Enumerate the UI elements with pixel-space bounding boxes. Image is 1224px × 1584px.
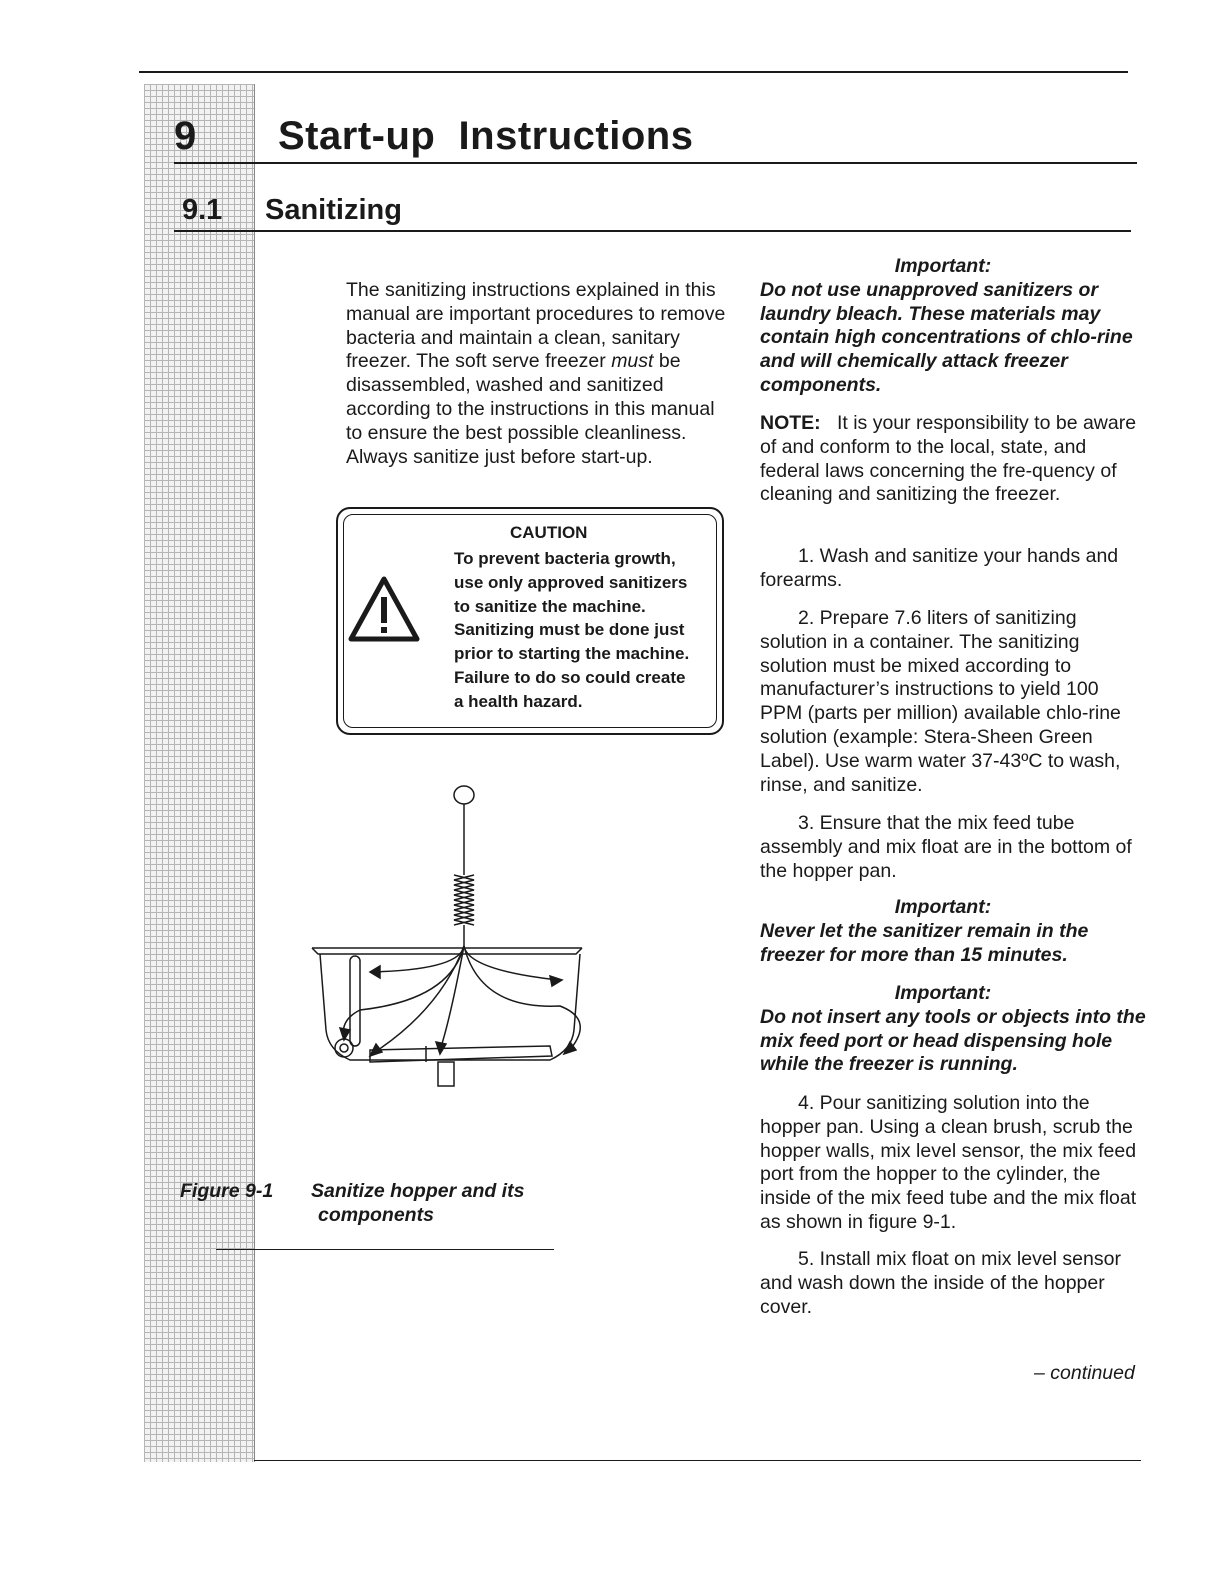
caution-line: use only approved sanitizers	[454, 572, 688, 592]
figure-caption-line: Sanitize hopper and its	[311, 1180, 525, 1202]
note-paragraph	[760, 412, 1144, 507]
important-block-1	[760, 255, 1150, 398]
caution-line: Sanitizing must be done just	[454, 620, 685, 640]
caution-text	[454, 547, 718, 714]
figure-label: Figure 9-1	[180, 1180, 274, 1202]
important-text: Do not insert any tools or objects into the mix feed port or head dispensing hole while the freezer is running.	[760, 1005, 1146, 1076]
caution-line: To prevent bacteria growth,	[454, 549, 676, 568]
section-title: Sanitizing	[265, 194, 402, 226]
figure-caption	[311, 1180, 524, 1228]
step-3: 3. Ensure that the mix feed tube assembly and mix float are in the bottom of the hopper pan.	[760, 812, 1132, 882]
caution-line: to sanitize the machine.	[454, 596, 646, 616]
intro-emphasis: must	[611, 350, 654, 373]
step-5: 5. Install mix float on mix level sensor and wash down the inside of the hopper cover.	[760, 1248, 1121, 1318]
chapter-underline	[174, 162, 1137, 164]
top-rule	[139, 71, 1128, 73]
important-heading: Important:	[894, 255, 992, 277]
intro-paragraph	[346, 279, 732, 469]
note-label: NOTE:	[760, 412, 821, 434]
section-number: 9.1	[182, 194, 223, 226]
important-text: Never let the sanitizer remain in the freezer for more than 15 minutes.	[760, 919, 1089, 966]
step-4: 4. Pour sanitizing solution into the hopper pan. Using a clean brush, scrub the hopper walls, mix level sensor, the mix feed port from the hopper to the cylinder, the inside of the mix feed tube and the mix float as shown in figure 9-1.	[760, 1092, 1137, 1233]
step-1: 1. Wash and sanitize your hands and forearms.	[760, 545, 1119, 591]
caution-box	[336, 507, 724, 735]
hopper-brush-illustration	[300, 780, 600, 1105]
important-block-2	[760, 896, 1150, 967]
chapter-number: 9	[174, 114, 197, 158]
chapter-title: Start-up Instructions	[278, 114, 694, 158]
important-text: Do not use unapproved sanitizers or laundry bleach. These materials may contain high concentrations of chlo-rine and will chemically attack freezer components.	[760, 278, 1133, 396]
warning-triangle-icon	[347, 575, 421, 648]
important-block-3	[760, 982, 1150, 1077]
continued-label: – continued	[1034, 1362, 1135, 1384]
section-underline	[174, 230, 1131, 232]
note-text: It is your responsibility to be aware of and conform to the local, state, and federal laws concerning the fre-quency of cleaning and sanitizing the freezer.	[760, 412, 1137, 506]
bottom-rule	[254, 1460, 1141, 1461]
caution-line: prior to starting the machine.	[454, 644, 690, 664]
important-heading: Important:	[894, 982, 992, 1004]
caution-title: CAUTION	[510, 523, 588, 542]
step-2: 2. Prepare 7.6 liters of sanitizing solution in a container. The sanitizing solution must be mixed according to manufacturer’s instructions to yield 100 PPM (parts per million) available chlo-rine solution (example: Stera-Sheen Green Label). Use warm water 37-43ºC to wash, rinse, and sanitize.	[760, 607, 1121, 796]
sidebar-grid-pattern	[144, 84, 255, 1462]
figure-caption-line: components	[318, 1203, 434, 1226]
figure-caption-rule	[216, 1249, 554, 1250]
caution-line: a health hazard.	[454, 691, 583, 711]
intro-text-end: be disassembled, washed and sanitized according to the instructions in this manual to ensure the best possible cleanliness. Always sanitize just before start-up.	[346, 350, 715, 468]
caution-line: Failure to do so could create	[454, 667, 686, 687]
intro-text-start: The sanitizing instructions explained in this manual are important procedures to remove bacteria and maintain a clean, sanitary freezer. The soft serve freezer	[346, 279, 726, 373]
important-heading: Important:	[894, 896, 992, 918]
